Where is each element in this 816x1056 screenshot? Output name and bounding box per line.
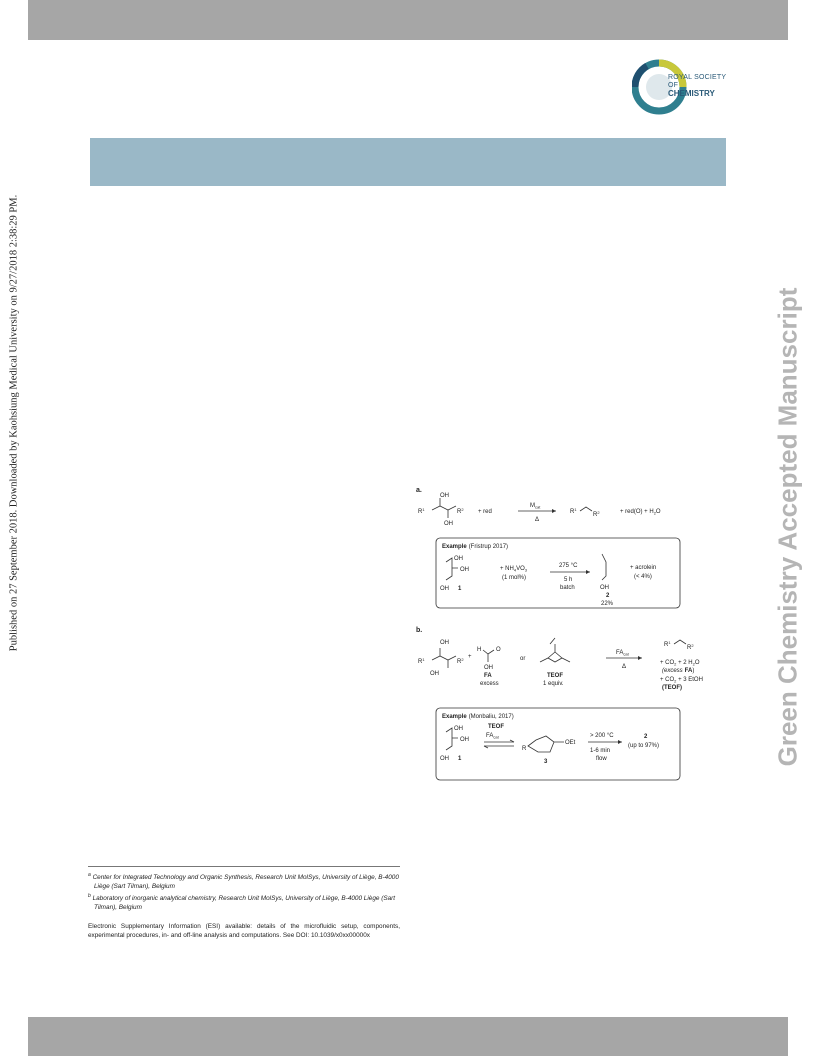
scheme-a-r2: $R^2$ — [457, 507, 464, 515]
footnotes — [88, 866, 400, 940]
scheme-b-heat: Δ — [622, 664, 627, 670]
scheme-a-byproduct: + acrolein — [630, 565, 657, 571]
scheme-b-teof-amount: 1 equiv. — [543, 681, 564, 687]
scheme-b-byproducts-2: (excess FA) — [662, 668, 695, 674]
logo-line-1: ROYAL SOCIETY — [668, 74, 727, 81]
footnote-a-text: Center for Integrated Technology and Organic Synthesis, Research Unit MolSys, University of Liège, B-4000 Liège (Sart Tilman), Belgium — [92, 874, 399, 891]
scheme-a-glycerol-oh3: OH — [440, 586, 449, 592]
scheme-a-plus-red: + red — [478, 509, 492, 515]
scheme-b-fa-oh: OH — [484, 665, 493, 671]
scheme-a-heat: Δ — [535, 517, 540, 523]
scheme-a-allyl-alcohol — [602, 554, 606, 580]
scheme-a-time: 5 h — [564, 577, 573, 583]
scheme-a-compound-1: 1 — [458, 586, 462, 592]
scheme-a-glycerol-oh1: OH — [454, 556, 463, 562]
scheme-b-glycerol-oh3: OH — [440, 756, 449, 762]
scheme-b-fa-o: O — [496, 647, 501, 653]
scheme-b-arrowhead — [638, 656, 642, 660]
scheme-a-product-oh: OH — [600, 585, 609, 591]
scheme-b-compound-1: 1 — [458, 756, 462, 762]
scheme-a-prod-r1: $R^1$ — [570, 507, 577, 515]
scheme-a-catalyst: $M_{cat}$ — [530, 503, 541, 510]
footnote-a-mark: a — [88, 872, 91, 878]
scheme-b-r2: $R^2$ — [457, 657, 464, 665]
scheme-a-r1: $R^1$ — [418, 507, 425, 515]
scheme-b-fa-h: H — [477, 647, 482, 653]
scheme-b-byproducts-3: + $CO_2 + 3$ EtOH — [660, 677, 703, 684]
scheme-b-oh-bottom: OH — [430, 671, 439, 677]
scheme-b-r1: $R^1$ — [418, 657, 425, 665]
scheme-b-fa-bonds — [483, 650, 494, 662]
scheme-a-mode: batch — [560, 585, 575, 591]
footnote-b-mark: b — [88, 892, 91, 899]
header-bar — [28, 0, 788, 40]
scheme-b-time: 1-6 min — [590, 748, 611, 754]
footnote-b-text: Laboratory of inorganic analytical chemistry, Research Unit MolSys, University of Liège, B-4000 Liège (Sart Tilman), Belgium — [92, 894, 396, 911]
accepted-manuscript-watermark — [760, 0, 816, 1056]
scheme-b-prod-r2: $R^2$ — [687, 643, 694, 651]
scheme-b-or: or — [520, 656, 526, 662]
scheme-b-teof-label: TEOF — [547, 673, 563, 679]
footnote-b — [88, 892, 400, 913]
scheme-b-orthoester-ring — [528, 736, 564, 752]
rsc-logo-text — [668, 74, 726, 98]
scheme-a-diol-bonds — [432, 506, 456, 510]
scheme-b-label: b. — [416, 627, 423, 634]
scheme-a-coproducts: + $red(O) + H_2O$ — [620, 509, 661, 516]
scheme-a-yield: 22% — [601, 601, 614, 607]
published-notice — [0, 0, 30, 1056]
scheme-b-catalyst: $FA_{cat}$ — [616, 650, 629, 657]
scheme-a-arrowhead — [552, 509, 556, 513]
scheme-b-oet: OEt — [565, 740, 576, 746]
esi-note: Electronic Supplementary Information (ESI) available: details of the microfluidic setup, components, experimental procedures, in- and off-line analysis and computations. See DOI: 10.1039/x0xx00000x — [88, 923, 400, 940]
scheme-b-prod-r1: $R^1$ — [664, 640, 671, 648]
footnote-a — [88, 871, 400, 892]
scheme-part-a — [416, 487, 680, 608]
scheme-b-temp: > 200 °C — [590, 733, 614, 739]
scheme-b-mode: flow — [596, 756, 607, 762]
scheme-a-alkene — [580, 507, 592, 511]
scheme-b-yield: (up to 97%) — [628, 743, 660, 749]
scheme-b-glycerol-oh1: OH — [454, 726, 463, 732]
logo-line-3: CHEMISTRY — [668, 89, 715, 98]
scheme-a-prod-r2: $R^2$ — [593, 510, 600, 518]
scheme-b-byproducts-1: + $CO_2 + 2$ $H_2O$ — [660, 660, 700, 667]
title-band — [90, 138, 726, 186]
scheme-b-plus: + — [468, 654, 472, 660]
scheme-a-loading: (1 mol%) — [502, 575, 527, 581]
logo-line-2: OF — [668, 82, 679, 89]
scheme-b-example-title: Example (Monbaliu, 2017) — [442, 714, 514, 720]
scheme-a-compound-2: 2 — [606, 593, 610, 599]
scheme-a-reagent: + $NH_4VO_3$ — [500, 566, 527, 573]
published-notice-text: Published on 27 September 2018. Downloaded by Kaohsiung Medical University on 9/27/2018 2:38:29 PM. — [8, 194, 20, 652]
scheme-b-example-arrowhead — [618, 740, 622, 744]
scheme-a-glycerol-oh2: OH — [460, 567, 469, 573]
scheme-a-byproduct-amount: (< 4%) — [634, 574, 652, 580]
scheme-b-byproducts-4: (TEOF) — [662, 685, 682, 691]
scheme-a-oh-top: OH — [440, 493, 449, 499]
scheme-b-teof-reagent: TEOF — [488, 724, 504, 730]
scheme-a-label: a. — [416, 487, 422, 494]
scheme-b-compound-3: 3 — [544, 759, 548, 765]
scheme-b-diol-bonds — [432, 656, 456, 660]
scheme-b-orthoester-r: R — [522, 746, 527, 752]
scheme-a-oh-bottom: OH — [444, 521, 453, 527]
scheme-b-teof-structure — [540, 638, 570, 662]
scheme-b-fa-amount: excess — [480, 681, 499, 687]
scheme-b-glycerol-oh2: OH — [460, 737, 469, 743]
scheme-b-facat: $FA_{cat}$ — [486, 733, 499, 740]
footer-bar — [28, 1017, 788, 1056]
scheme-b-oh-top: OH — [440, 640, 449, 646]
scheme-b-compound-2: 2 — [644, 734, 648, 740]
watermark-text: Green Chemistry Accepted Manuscript — [772, 287, 803, 767]
scheme-b-alkene — [674, 640, 686, 644]
footnote-rule — [88, 866, 400, 867]
scheme-b-fa-label: FA — [484, 673, 492, 679]
reaction-scheme — [410, 480, 710, 785]
scheme-part-b — [416, 627, 703, 780]
scheme-a-example-title: Example (Fristrup 2017) — [442, 544, 509, 550]
scheme-a-temp: 275 °C — [559, 563, 578, 569]
scheme-a-example-arrowhead — [586, 570, 590, 574]
